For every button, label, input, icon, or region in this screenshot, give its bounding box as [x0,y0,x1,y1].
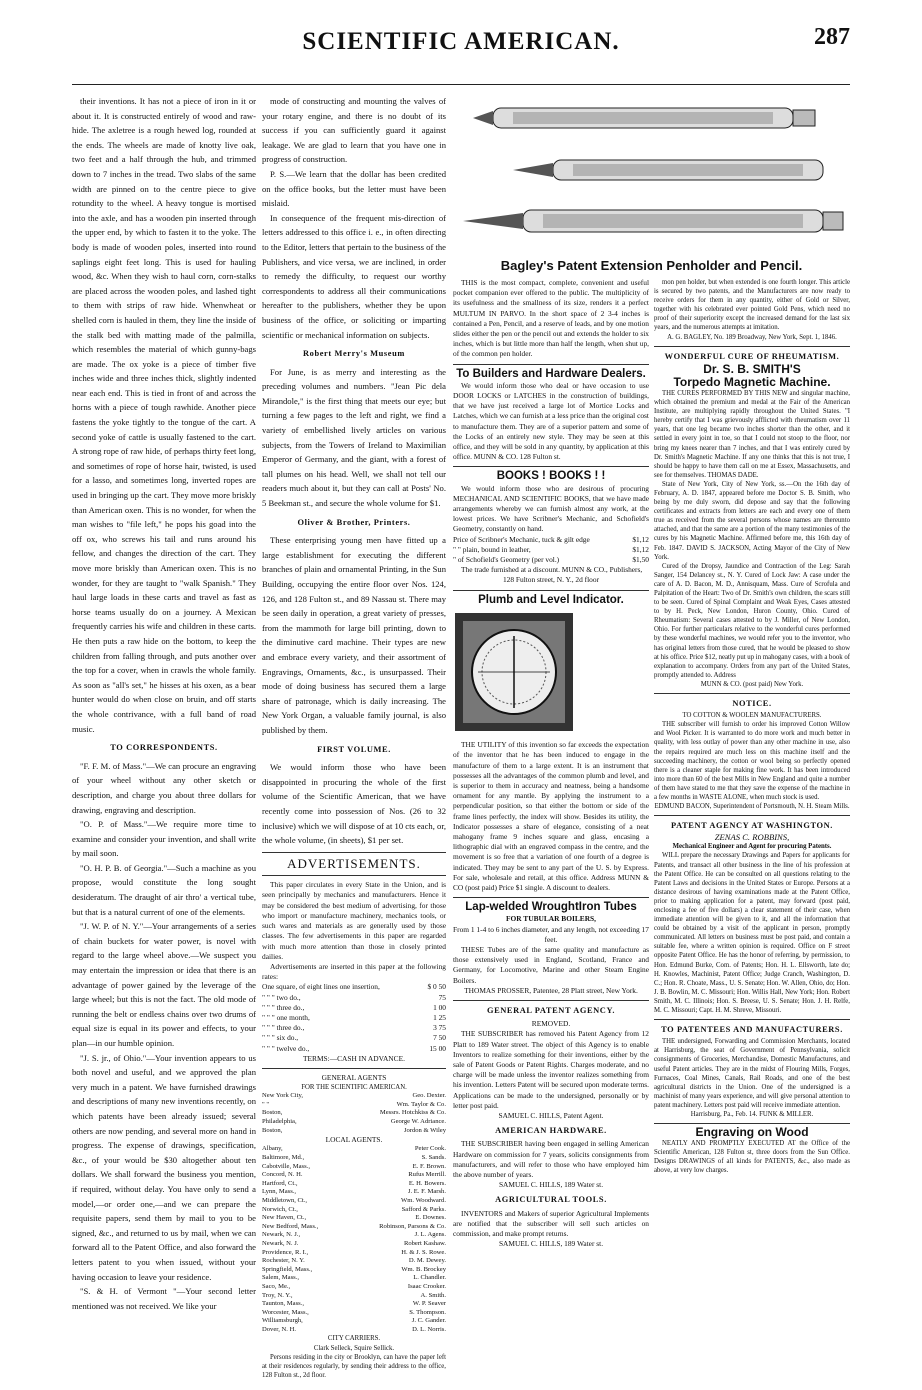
article-ox-cart: their inventions. It has not a piece of iron in it or about it. It is constructed entirely of wood and raw-hide. The axletree is a rough hewed log, rounded at the ends. The wheels are made of knotty live oak, two feet and a half through the hub, and trimmed down to 7 inches in the tread. Two slabs of the same width are pinned on to the centre piece to give rotundity to the wheel. A heavy tongue is mortised into the axle, and has a wooden pin inserted through the upper end, by which to fasten it to the yoke. The body is made of wooden poles, inserted into round saplings eight feet long. This is used for hauling wood, &c. When they wish to haul corn, corn-stalks are placed across the wooden poles, and lashed tight to them with strips of raw hide. Whenwheat or shelled corn is hauled in them, they line the inside of the stalk bed with matting made of the palmilla, which resembles the material of which gunny-bags are made. The ox yoke is a piece of timber five inches wide and three inches thick, slightly indented near each end. This is tied in front of and across the horns with a piece of tough rawhide. Another piece fastens the yoke tightly to the tongue of the cart. A second yoke of cattle is usually fastened to the cart. A strong rope of raw hide, of perhaps thirty feet long, and sometimes of rope of horse hair, twisted, is used for a lasso, and sometimes long, inverted ropes are used in bringing up the cart. They move more briskly than American oxen. This is no wonder, for when the man wishes to "file left," he pops his goad into the off ox, who screws his tail and runs around his fellow, and changes the direction of the cart. They move more briskly than American oxen. This is no wonder, for they are taught to "walk Spanish." They haul large loads in these carts and travel as fast as horse teams usually do on a journey. A Mexican frequently carries his wife and children in these carts. He then puts a raw hide on the bottom, to keep the children from falling through, and puts another over the top for a cover, when in crawls the whole family. As soon as "all's set," he hisses at his oxen, as a bear hunter would do when close on bruin, and off starts the whole contrivance, with a full band of road music. [72,96,256,734]
book-price-row: " " plain, bound in leather, $1,12 [453,544,649,554]
plumb-indicator-illustration [453,611,575,733]
agent-row: Newark, N. J., J. L. Agens. [262,1231,446,1239]
divider [262,875,446,876]
washington-agency-heading: PATENT AGENCY AT WASHINGTON. [671,821,833,831]
notice-signature: EDMUND BACON, Superintendent of Portsmouth, N. H. Steam Mills. [654,803,850,811]
rate-row: " " " three do., 1 00 [262,1002,446,1012]
museum-text: For June, is as merry and interesting as the preceding volumes and numbers. "Jean Pic dela Mirandole," is the first thing that meets our eye; but turning a few pages to the left and right, we find a variety of embellished lively articles on various subjects, from the Towers of Ireland to Maximilian Emperor of Germany, and the giant, with a forest of tall plumes on his head. Well, we shall not tell our readers much about it, but they can call at Posts' No. 5 Beekman st., and secure the whole volume for $1. [262,366,446,509]
penholder-middle [513,160,823,180]
editorial-text: mode of constructing and mounting the valves of your rotary engine, and there is no doubt of its success if you can sufficiently guard it against leakage. We are glad to learn that you have one in progress of construction. [262,96,446,165]
agent-row: Williamsburgh, J. C. Gander. [262,1317,446,1325]
books-heading: BOOKS ! BOOKS ! ! [496,470,606,483]
smith-affidavit: State of New York, City of New York, ss.—On the 16th day of February, A. D. 1847, appeared before me Doctor S. B. Smith, who being by me duly sworn, did depose and say that the following certificates and extracts from letters are each and every one of them true as received from the several persons whose names are thereunto attached, and that the same are a portion of the many testimonies of the cures by his Magnetic Machine. Affirmed before me, this 16th day of Feb. 1847. DAVID S. JACKSON, Acting Mayor of the City of New York. [654,480,850,561]
rate-row: " " " twelve do., 15 00 [262,1043,446,1053]
agent-row: Hartford, Ct., E. H. Bowers. [262,1179,446,1187]
correspondent-note: "O. H. P. B. of Georgia."—Such a machine as you propose, would constitute the long sought desideratum. The draught of air thro' a vertical tube, but that is a natural current of one of the elements. [72,862,256,917]
rate-row: One square, of eight lines one insertion, $ 0 50 [262,982,446,992]
engraving-text: NEATLY AND PROMPTLY EXECUTED AT the Office of the Scientific American, 128 Fulton st, three doors from the Sun Office. Designs DRAWINGS of all kinds for PATENTS, &c., also made as above, at very low charges. [654,1140,850,1175]
patent-agency-heading: GENERAL PATENT AGENCY. [486,1005,616,1015]
tubes-text: THESE Tubes are of the same quality and manufacture as those extensively used in England, Scotland, France and Germany, for Locomotive, Marine and other Steam Engine Boilers. [453,944,649,985]
divider [654,1123,850,1124]
agent-row: Boston, Messrs. Hotchkiss & Co. [262,1109,446,1117]
builders-heading: To Builders and Hardware Dealers. [456,367,646,380]
smith-heading: Dr. S. B. SMITH'S [703,361,801,376]
correspondent-note: "O. P. of Mass."—We require more time to examine and consider your invention, and shall write by mail soon. [72,819,256,859]
agent-row: Cabotville, Mass., E. F. Brown. [262,1162,446,1170]
plumb-heading: Plumb and Level Indicator. [478,593,624,606]
agent-row: Rochester, N. Y. D. M. Dewey. [262,1257,446,1265]
robbins-title: Mechanical Engineer and Agent for procuring Patents. [672,843,832,851]
robbins-text: WILL prepare the necessary Drawings and Papers for applicants for Patents, and transact all other business in the line of his profession at the Patent Office. He can be consulted on all questions relating to the Patent Laws and decisions in the United States or Europe. Persons at a distance desirous of having examinations made at the Patent Office, prior to making application for a patent, may forward (post paid, enclosing a fee of five dollars) a clear statement of their case, when immediate attention will be given to it, and all the information that could be obtained by a visit of the applicant in person, promptly communicated. All letters on business must be post paid, and contain a suitable fee, where a written opinion is required. Office on F street opposite Patent Office. He has the honor of referring, by permission, to Hon. Edmund Burke, Com. of Patents; Hon. H. L. Ellsworth, late do; H. Knowles, Machinist, Patent Office; Judge Cranch, Washington, D. C.; Hon. R. Choate, Mass., U. S. Senate; Hon. W. Allen, Ohio, do; Hon. J. B. Bowlin, M. C. Missouri; Hon. Willis Hall, New York; Hon. Robert Smith, M. C. Illinois; Hon. S. Breese, U. S. Senate; Hon. J. H. Relfe, M. C. Missouri; Capt. H. M. Shreve, Missouri. [654,852,850,1015]
correspondent-note: "J. S. jr., of Ohio."—Your invention appears to us both novel and useful, and we approved the plan very much in a patent. We have furnished drawings and descriptions of many new inventions recently, on which patents have been already issued; several others are now pending, and several more on hand in progress. The expense of drawings, specification, &c., of your would be $30 altogether about ten dollars. We shall forward the business you mention, if required, without delay. You have only to send a model,—or order one,—and we can prepare the requisite papers, send them by mail to you to be signed, &c., and returned to us by mail, when we can forward all to the Patent Office, and also forward the letters patent to you when issued, without your having occasion to leave your residence. [72,1052,256,1282]
divider [453,466,649,467]
agent-row: New Haven, Ct., E. Downes. [262,1214,446,1222]
rate-row: " " " six do., 7 50 [262,1033,446,1043]
smith-subheading: Torpedo Magnetic Machine. [673,374,831,389]
advertising-rates-intro: Advertisements are inserted in this paper at the following rates: [262,961,446,982]
agent-row: Springfield, Mass., Wm. B. Brockey [262,1265,446,1273]
agricultural-signature: SAMUEL C. HILLS, 189 Water st. [498,1239,604,1249]
agricultural-text: INVENTORS and Makers of superior Agricultural Implements are notified that the subscriber will sell such articles on commission, and make prompt returns. [453,1208,649,1239]
printers-heading: Oliver & Brother, Printers. [297,517,411,527]
page-number: 287 [814,24,850,50]
smith-signature: MUNN & CO. (post paid) New York. [700,680,804,688]
bagley-signature: A. G. BAGLEY, No. 189 Broadway, New York, Sept. 1, 1846. [667,333,837,341]
general-agents-sub: FOR THE SCIENTIFIC AMERICAN. [301,1084,407,1092]
agent-row: Albany, Peter Cook. [262,1145,446,1153]
city-carriers-heading: CITY CARRIERS. [327,1335,381,1343]
book-price-row: Price of Scribner's Mechanic, tuck & gilt edge $1,12 [453,534,649,544]
agent-row: Middletown, Ct., Wm. Woodward. [262,1196,446,1204]
agent-row: Troy, N. Y., A. Smith. [262,1291,446,1299]
smith-text: THE CURES PERFORMED BY THIS NEW and singular machine, which obtained the premium and medal at the Fair of the American Institute, are multiplying rapidly throughout the United States. "I hereby certify that I was grievously afflicted with rheumatism over 11 years, that one leg became two inches shorter than the other, and it settled in every joint in toe, so that I could not stoop to the floor, nor bring my knees nearer than 7 inches, and that I was entirely cured by Dr. Smith's Magnetic Machine. If any one thinks that this is not true, I should be happy to have them call on me at Essex, Massachusetts, and see for themselves. THOMAS DADE. [654,389,850,479]
divider [654,693,850,694]
notice-text: THE subscriber will furnish to order his improved Cotton Willow and Wool Picker. It is warranted to do more work and much better in quality, with less outlay of power than any other machine in use, also the repairs required are much less on this machine itself and the succeeding machinery, the cotton or wool being so perfectly opened there is a cleaner staple for making fine work. It has been introduced into more than 60 of the best Mills in New England and quite a number of them have stated to me that they save the expense of the machine in a few months in WASTE ALONE, when much stock is used. [654,721,850,801]
books-trade: The trade furnished at a discount. MUNN & CO., Publishers, [461,565,643,575]
terms: TERMS:—CASH IN ADVANCE. [303,1053,405,1063]
divider [453,897,649,898]
penholder-top [473,108,815,128]
agent-row: Lynn, Mass., J. E. F. Marsh. [262,1188,446,1196]
rate-row: " " " three do., 3 75 [262,1023,446,1033]
correspondent-note: "J. W. P. of N. Y."—Your arrangements of a series of chain buckets for water power, is novel with regard to the large wheel above.—We suspect you may entertain the impression or idea that there is an advantage of power gained by the leverage of the large wheel; but this is not the fact. The old mode of running the belt or endless chains over two drums of equal size is equal in its power and effects, to your plan—in our humble opinion. [72,921,256,1048]
city-carriers-names: Clark Selleck, Squire Sellick. [313,1344,395,1352]
column-3 [453,278,649,1384]
tubes-sizes: From 1 1-4 to 6 inches diameter, and any length, not exceeding 17 feet. [453,924,649,944]
correspondent-note: "S. & H. of Vermont "—Your second letter mentioned was not received. We like your [72,1286,256,1311]
patentees-text: THE undersigned, Forwarding and Commission Merchants, located at Harrisburg, the seat of Government of Pennsylvania, solicit consignments of Groceries, Merchandise, Domestic Manufactures, and useful Patent articles. They are in the midst of Flouring Mills, Forges, Furnaces, Coal Mines, Canals, Rail Roads, and one of the best agricultural districts in the Union. One of the undersigned is a machinist of many years experience, and will give personal attention to patent machinery. Letters post paid will receive immediate attention. [654,1038,850,1109]
divider [453,1000,649,1001]
divider [262,1068,446,1069]
first-volume-heading: FIRST VOLUME. [317,744,391,754]
masthead-title: SCIENTIFIC AMERICAN. [302,28,620,55]
agent-row: New Bedford, Mass., Robinson, Parsons & Co. [262,1222,446,1230]
agent-row: " " Wm. Taylor & Co. [262,1100,446,1108]
engraving-heading: Engraving on Wood [695,1125,809,1140]
hardware-heading: AMERICAN HARDWARE. [495,1126,607,1136]
agent-row: Norwich, Ct., Safford & Parks. [262,1205,446,1213]
hardware-text: THE SUBSCRIBER having been engaged in selling American Hardware on commission for 7 years, solicits consignments from manufacturers, and will refer to those who have employed him the above number of years. [453,1139,649,1180]
general-agents-heading: GENERAL AGENTS [321,1072,387,1082]
builders-text: We would inform those who deal or have occasion to use DOOR LOCKS or LATCHES in the construction of buildings, that we have just received a large lot of Mortice Locks and Latches, which we can furnish at a less price than the original cost to manufacture them. They are of a superior pattern and some of the Locks of an entirely new style. They may be seen at this office, and they will be sold in any quantity, by application at this office. MUNN & CO. 128 Fulton st. [453,380,649,462]
books-text: We would inform those who are desirous of procuring MECHANICAL AND SCIENTIFIC BOOKS, that we have made arrangements whereby we can furnish almost any work, at the lowest prices. We have Scribner's Mechanic, and Schofield's Geometry, constantly on hand. [453,483,649,534]
agent-row: Worcester, Mass., S. Thompson. [262,1308,446,1316]
divider [654,1019,850,1020]
masthead [0,0,922,80]
patent-agency-text: THE SUBSCRIBER has removed his Patent Agency from 12 Platt to 189 Water street. The object of this Agency is to enable Inventors to realize something for their inventions, either by the sale of Patent Goods or Patent Rights. Charges moderate, and no charge will be made unless the inventor realizes something from his invention. Letters Patent will be secured upon moderate terms. Applications can be made to the undersigned, personally or by letter post paid. [453,1029,649,1110]
patentees-signature: Harrisburg, Pa., Feb. 14. FUNK & MILLER. [690,1110,814,1118]
penholder-illustration [453,94,850,256]
bagley-continued: mon pen holder, but when extended is one fourth longer. This article is secured by two patents, and the Manufacturers are now ready to receive orders for them in any quantity, either of Gold or Silver, together with his celebrated ever pointed Gold Pens, which need no proof of their superiority except the increased demand for the last six years, and the numerous attempts at imitation. [654,279,850,332]
tubes-subheading: FOR TUBULAR BOILERS, [505,914,596,924]
divider [654,815,850,816]
city-carriers-note: Persons residing in the city or Brooklyn, can have the paper left at their residences regularly, by sending their address to the office, 128 Fulton st., 2d floor. [262,1353,446,1379]
correspondents-heading: TO CORRESPONDENTS. [110,743,218,753]
masthead-rule [72,84,850,85]
agent-row: Saco, Me., Isaac Crooker. [262,1282,446,1290]
editorial-text: In consequence of the frequent mis-direction of letters addressed to this office i. e., in often directing to the Editor, letters that pertain to the business of the Publishers, and vice versa, we are inclined, in order to remedy the difficulty, to request our worthy correspondents to address all their communications hereafter to the publishers, whether they be upon business of the office, or soliciting or imparting scientific or mechanical information on subjects. [262,212,446,340]
column-4 [654,278,850,1384]
robbins-name: ZENAS C. ROBBINS, [714,832,790,843]
column-1 [72,94,256,1384]
patent-agency-signature: SAMUEL C. HILLS, Patent Agent. [498,1111,604,1120]
book-price-row: " of Schofield's Geometry (per vol.) $1,50 [453,555,649,565]
patentees-heading: TO PATENTEES AND MANUFACTURERS. [661,1025,843,1035]
agent-row: Boston, Jordon & Wiley [262,1126,446,1134]
plumb-text: THE UTILITY of this invention so far exceeds the expectation of the inventor that he has been induced to engage in the manufacture of them to a large extent. It is an instrument that possesses all the advantages of the common plumb and level, and is superior to them in accuracy and neatness, being a handsome ornament for any mantle. By applying the instrument to a perpendicular position, so that either the bottom or side of the frame lines perfectly, the index will show. Besides its utility, the Indicator possesses a share of elegance, consisting of a neat mahogany frame 9 inches square and glass, encasing a lithographic dial with an engraved compass in the centre, and the movement is so free that a variation of one fourth of a degree is indicated. They may be sent to any part of the U. S. by Express. For sale, wholesale and retail, at this office. Address MUNN & CO (post paid) Price $1 single. A discount to dealers. [453,740,649,892]
agent-row: Providence, R. I., H. & J. S. Rowe. [262,1248,446,1256]
local-agents-heading: LOCAL AGENTS. [325,1135,383,1145]
agent-row: Salem, Mass., L. Chandler. [262,1274,446,1282]
rheumatism-heading: WONDERFUL CURE OF RHEUMATISM. [664,351,840,361]
museum-heading: Robert Merry's Museum [303,349,405,359]
rate-row: " " " two do., 75 [262,992,446,1002]
tubes-heading: Lap-welded WroughtIron Tubes [465,901,637,914]
divider [654,346,850,347]
smith-cures: Cured of the Dropsy, Jaundice and Contraction of the Leg: Sarah Sanger, 154 Delancey st., N. Y. Cured of Lock Jaw: A case under the care of A. D. Bacon, M. D., Annisquam, Mass. Cure of Scrofula and Palpitation of the Heart: Two of Dr. Smith's own children, the scars still to be seen. Cured of Spinal Complaint and Weak Eyes, Cases attested to by H. Peck, New London, Huron County, Ohio. Cured of Rheumatism: Several cases attested to by J. Miller, of New London, Ohio. For further particulars relative to the wonderful cures performed by these wonderful machines, we would refer you to the inventor, who has original letters from those cured, that he would be pleased to show at his office. Price $12, neatly put up in mahogany cases, with a book of explanation to accompany. Orders from any part of the United States, promptly attended to. Address [654,562,850,679]
agent-row: Dover, N. H. D. L. Norris. [262,1325,446,1333]
agent-row: Newark, N. J. Robert Kashaw. [262,1239,446,1247]
agent-row: Concord, N. H. Rufus Merrill. [262,1171,446,1179]
advertisements-heading: ADVERTISEMENTS. [287,855,421,871]
bagley-text: THIS is the most compact, complete, convenient and useful pocket companion ever offered to the public. The multiplicity of its usefulness and the smallness of its size, renders it a perfect MULTUM IN PARVO. In the short space of 2 3-4 inches is contained a Pen, Pencil, and a reserve of leads, and by one motion slides either the pen or the pencil out and extends the holder to six inches, which is but little more than half the length, when shut up, of the common pen holder. [453,278,649,359]
notice-heading: NOTICE. [732,699,772,709]
agricultural-heading: AGRICULTURAL TOOLS. [495,1195,607,1205]
advertising-text: This paper circulates in every State in the Union, and is seen principally by mechanics and manufacturers. Hence it may be considered the best medium of advertising, for those who import or manufacture machinery, mechanics tools, or such wares and materials as are generally used by those classes. The few advertisements in this paper are regarded with much more attention than those in closely printed dailies. [262,880,446,961]
divider [262,852,446,853]
editorial-text: P. S.—We learn that the dollar has been credited on the office books, but the letter must have been mislaid. [262,168,446,209]
agent-row: Philadelphia, George W. Adriance. [262,1118,446,1126]
agent-row: Baltimore, Md., S. Sands. [262,1154,446,1161]
tubes-signature: THOMAS PROSSER, Patentee, 28 Platt street, New York. [464,985,638,995]
agent-row: New York City, Geo. Dexter. [262,1092,446,1100]
rate-row: " " " one month, 1 25 [262,1012,446,1022]
correspondent-note: "F. F. M. of Mass."—We can procure an engraving of your wheel without any other sketch or description, and charge you about three dollars for drawing, engraving and description. [72,760,256,815]
books-address: 128 Fulton street, N. Y., 2d floor [502,575,600,585]
patent-agency-sub: REMOVED. [531,1019,571,1029]
divider [453,364,649,365]
first-volume-text: We would inform those who have been disappointed in procuring the whole of the first volume of the Scientific American, that we have recently come into possession of Nos. (26 to 32 inclusive) which we will dispose of at 10 cts each, or, the whole volume, (in sheets), $1 per set. [262,762,446,846]
figure-caption: Bagley's Patent Extension Penholder and Pencil. [500,258,803,273]
agent-row: Taunton, Mass., W. P. Seaver [262,1300,446,1308]
column-2 [262,94,446,1384]
penholder-bottom [463,210,843,232]
notice-subheading: TO COTTON & WOOLEN MANUFACTURERS. [682,712,822,720]
hardware-signature: SAMUEL C. HILLS, 189 Water st. [498,1180,604,1190]
printers-text: These enterprising young men have fitted up a large establishment for executing the different branches of plain and ornamental Printing, in the Sun Building, occupying the entire floor over Nos. 124, 126, and 128 Fulton st., and 89 Nassau st. There may be seen daily in operation, a great variety of presses, from the mammoth for large bill printing, down to the diminutive card machine. Their types are new and embrace every variety, and their assortment of Engravings, Ornaments, &c., is unsurpassed. Their mode of doing business has secured them a large share of patronage, which is daily increasing. The New York Organ, a valuable family journal, is also published by them. [262,535,446,735]
divider [453,590,649,591]
